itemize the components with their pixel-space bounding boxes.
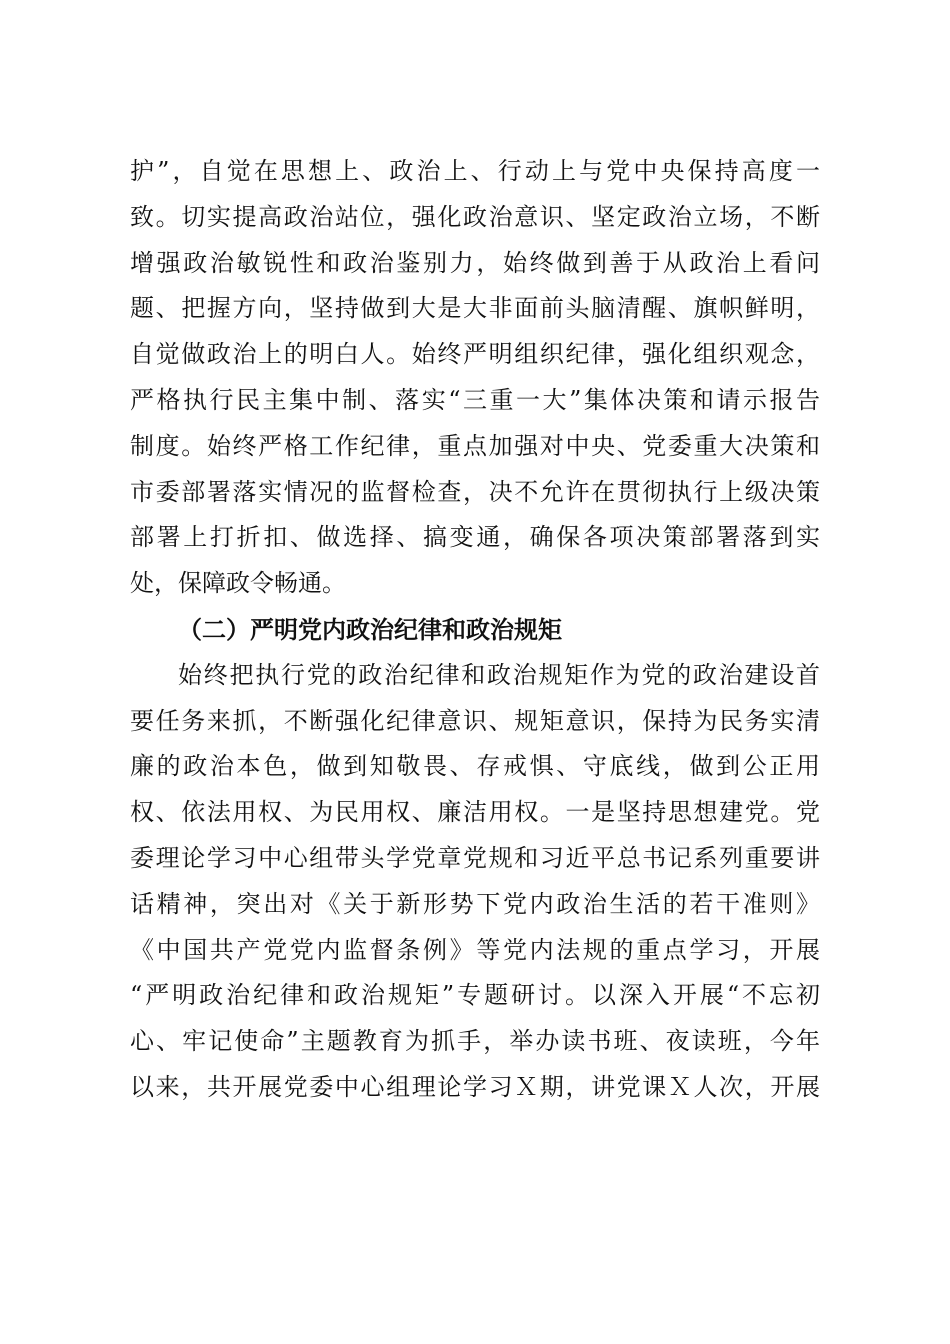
text-line: 话精神，突出对《关于新形势下党内政治生活的若干准则》 (130, 889, 820, 918)
text-line: 护”，自觉在思想上、政治上、行动上与党中央保持高度一 (130, 157, 820, 185)
document-body (130, 149, 820, 1111)
text-line: 权、依法用权、为民用权、廉洁用权。一是坚持思想建党。党 (130, 798, 820, 827)
text-line: 要任务来抓，不断强化纪律意识、规矩意识，保持为民务实清 (130, 706, 820, 735)
text-line: 部署上打折扣、做选择、搞变通，确保各项决策部署落到实 (130, 523, 820, 552)
text-line: 增强政治敏锐性和政治鉴别力，始终做到善于从政治上看问 (130, 248, 820, 277)
text-line: 致。切实提高政治站位，强化政治意识、坚定政治立场，不断 (130, 202, 820, 231)
text-line: “严明政治纪律和政治规矩”专题研讨。以深入开展“不忘初 (130, 981, 820, 1010)
text-line: 自觉做政治上的明白人。始终严明组织纪律，强化组织观念， (130, 340, 820, 369)
text-line: 市委部署落实情况的监督检查，决不允许在贯彻执行上级决策 (130, 477, 820, 506)
text-line: 题、把握方向，坚持做到大是大非面前头脑清醒、旗帜鲜明， (130, 294, 820, 323)
section-heading: （二）严明党内政治纪律和政治规矩 (178, 614, 562, 644)
text-line: 制度。始终严格工作纪律，重点加强对中央、党委重大决策和 (130, 431, 820, 460)
text-line: 心、牢记使命”主题教育为抓手，举办读书班、夜读班，今年 (130, 1027, 820, 1056)
text-line: 始终把执行党的政治纪律和政治规矩作为党的政治建设首 (178, 660, 820, 689)
text-line: 严格执行民主集中制、落实“三重一大”集体决策和请示报告 (130, 385, 820, 414)
text-line: 廉的政治本色，做到知敬畏、存戒惧、守底线，做到公正用 (130, 752, 820, 781)
text-line: 委理论学习中心组带头学党章党规和习近平总书记系列重要讲 (130, 843, 820, 872)
text-line: 以来，共开展党委中心组理论学习Ｘ期，讲党课Ｘ人次，开展 (130, 1072, 820, 1101)
text-line: 处，保障政令畅通。 (130, 569, 346, 598)
text-line: 《中国共产党党内监督条例》等党内法规的重点学习，开展 (130, 935, 820, 964)
